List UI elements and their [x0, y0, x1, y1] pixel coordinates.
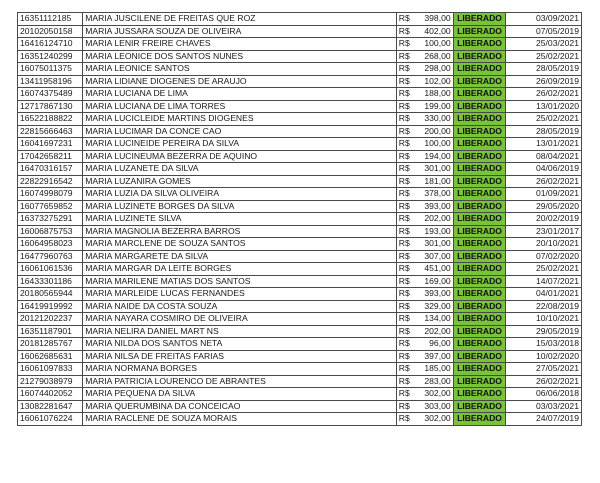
name-cell: MARIA JUSCILENE DE FREITAS QUE ROZ — [83, 13, 397, 26]
table-row — [18, 400, 582, 413]
status-badge: LIBERADO — [453, 125, 506, 138]
cpf-cell: 16077659852 — [18, 200, 83, 213]
date-cell: 13/01/2021 — [506, 138, 582, 151]
status-badge: LIBERADO — [453, 150, 506, 163]
status-badge: LIBERADO — [453, 213, 506, 226]
amount-cell — [396, 163, 453, 176]
cpf-cell: 16351112185 — [18, 13, 83, 26]
table-row — [18, 188, 582, 201]
table-row — [18, 163, 582, 176]
currency-symbol: R$ — [398, 225, 410, 236]
name-cell: MARIA MAGNOLIA BEZERRA BARROS — [83, 225, 397, 238]
amount-value: 393,00 — [424, 200, 451, 211]
cpf-cell: 16061061536 — [18, 263, 83, 276]
status-badge: LIBERADO — [453, 413, 506, 426]
name-cell: MARIA LUCICLEIDE MARTINS DIOGENES — [83, 113, 397, 126]
status-badge: LIBERADO — [453, 100, 506, 113]
amount-cell — [396, 363, 453, 376]
status-badge: LIBERADO — [453, 288, 506, 301]
table-row — [18, 213, 582, 226]
table-row — [18, 150, 582, 163]
currency-symbol: R$ — [398, 150, 410, 161]
amount-value: 202,00 — [424, 325, 451, 336]
date-cell: 25/02/2021 — [506, 263, 582, 276]
name-cell: MARIA MARILENE MATIAS DOS SANTOS — [83, 275, 397, 288]
cpf-cell: 16074998079 — [18, 188, 83, 201]
amount-cell — [396, 375, 453, 388]
date-cell: 10/10/2021 — [506, 313, 582, 326]
amount-value: 200,00 — [424, 125, 451, 136]
currency-symbol: R$ — [398, 313, 410, 323]
amount-value: 303,00 — [424, 400, 451, 411]
currency-symbol: R$ — [398, 88, 410, 98]
name-cell: MARIA RACLENE DE SOUZA MORAIS — [83, 413, 397, 426]
name-cell: MARIA NILSA DE FREITAS FARIAS — [83, 350, 397, 363]
cpf-cell: 16433301186 — [18, 275, 83, 288]
date-cell: 25/02/2021 — [506, 50, 582, 63]
amount-cell — [396, 138, 453, 151]
amount-cell — [396, 275, 453, 288]
cpf-cell: 21279038979 — [18, 375, 83, 388]
status-badge: LIBERADO — [453, 300, 506, 313]
table-row — [18, 225, 582, 238]
name-cell: MARIA LIDIANE DIOGENES DE ARAUJO — [83, 75, 397, 88]
name-cell: MARIA QUERUMBINA DA CONCEICAO — [83, 400, 397, 413]
amount-value: 193,00 — [424, 225, 451, 236]
amount-value: 301,00 — [424, 163, 451, 173]
date-cell: 29/05/2020 — [506, 200, 582, 213]
name-cell: MARIA LUZINETE SILVA — [83, 213, 397, 226]
name-cell: MARIA LUCIANA DE LIMA TORRES — [83, 100, 397, 113]
amount-cell — [396, 25, 453, 38]
amount-cell — [396, 63, 453, 76]
name-cell: MARIA PEQUENA DA SILVA — [83, 388, 397, 401]
status-badge: LIBERADO — [453, 238, 506, 251]
currency-symbol: R$ — [398, 363, 410, 373]
table-row — [18, 413, 582, 426]
amount-cell — [396, 150, 453, 163]
table-row — [18, 100, 582, 113]
name-cell: MARIA JUSSARA SOUZA DE OLIVEIRA — [83, 25, 397, 38]
amount-cell — [396, 263, 453, 276]
cpf-cell: 16373275291 — [18, 213, 83, 226]
currency-symbol: R$ — [398, 100, 410, 111]
amount-cell — [396, 113, 453, 126]
status-badge: LIBERADO — [453, 88, 506, 101]
table-row — [18, 75, 582, 88]
cpf-cell: 16351240299 — [18, 50, 83, 63]
status-badge: LIBERADO — [453, 50, 506, 63]
status-badge: LIBERADO — [453, 388, 506, 401]
name-cell: MARIA PATRICIA LOURENCO DE ABRANTES — [83, 375, 397, 388]
name-cell: MARIA LEONICE SANTOS — [83, 63, 397, 76]
status-badge: LIBERADO — [453, 375, 506, 388]
date-cell: 28/05/2019 — [506, 125, 582, 138]
cpf-cell: 16006875753 — [18, 225, 83, 238]
currency-symbol: R$ — [398, 38, 410, 48]
status-badge: LIBERADO — [453, 175, 506, 188]
date-cell: 26/02/2021 — [506, 175, 582, 188]
currency-symbol: R$ — [398, 50, 410, 61]
table-row — [18, 13, 582, 26]
cpf-cell: 13411958196 — [18, 75, 83, 88]
amount-cell — [396, 188, 453, 201]
amount-value: 397,00 — [424, 350, 451, 361]
table-row — [18, 375, 582, 388]
cpf-cell: 22815666463 — [18, 125, 83, 138]
amount-value: 194,00 — [424, 150, 451, 161]
table-row — [18, 113, 582, 126]
table-row — [18, 250, 582, 263]
currency-symbol: R$ — [398, 63, 410, 73]
date-cell: 26/02/2021 — [506, 375, 582, 388]
table-row — [18, 25, 582, 38]
date-cell: 14/07/2021 — [506, 275, 582, 288]
amount-cell — [396, 225, 453, 238]
status-badge: LIBERADO — [453, 188, 506, 201]
table-row — [18, 300, 582, 313]
currency-symbol: R$ — [398, 325, 410, 336]
name-cell: MARIA LUCINEUMA BEZERRA DE AQUINO — [83, 150, 397, 163]
currency-symbol: R$ — [398, 238, 410, 248]
name-cell: MARIA NILDA DOS SANTOS NETA — [83, 338, 397, 351]
currency-symbol: R$ — [398, 275, 410, 286]
amount-cell — [396, 175, 453, 188]
table-row — [18, 200, 582, 213]
table-row — [18, 288, 582, 301]
amount-cell — [396, 50, 453, 63]
amount-value: 302,00 — [424, 388, 451, 398]
amount-cell — [396, 125, 453, 138]
name-cell: MARIA NAIDE DA COSTA SOUZA — [83, 300, 397, 313]
cpf-cell: 20102050158 — [18, 25, 83, 38]
cpf-cell: 16351187901 — [18, 325, 83, 338]
amount-cell — [396, 200, 453, 213]
date-cell: 25/03/2021 — [506, 38, 582, 51]
date-cell: 28/05/2019 — [506, 63, 582, 76]
cpf-cell: 16416124710 — [18, 38, 83, 51]
table-row — [18, 50, 582, 63]
status-badge: LIBERADO — [453, 338, 506, 351]
status-badge: LIBERADO — [453, 75, 506, 88]
cpf-cell: 16522188822 — [18, 113, 83, 126]
status-badge: LIBERADO — [453, 350, 506, 363]
status-badge: LIBERADO — [453, 163, 506, 176]
cpf-cell: 12717867130 — [18, 100, 83, 113]
date-cell: 26/09/2019 — [506, 75, 582, 88]
table-row — [18, 388, 582, 401]
name-cell: MARIA LUCINEIDE PEREIRA DA SILVA — [83, 138, 397, 151]
status-badge: LIBERADO — [453, 138, 506, 151]
cpf-cell: 16041697231 — [18, 138, 83, 151]
table-row — [18, 325, 582, 338]
currency-symbol: R$ — [398, 400, 410, 411]
status-badge: LIBERADO — [453, 363, 506, 376]
date-cell: 25/02/2021 — [506, 113, 582, 126]
currency-symbol: R$ — [398, 175, 410, 186]
amount-cell — [396, 213, 453, 226]
cpf-cell: 16061097833 — [18, 363, 83, 376]
name-cell: MARIA NORMANA BORGES — [83, 363, 397, 376]
status-badge: LIBERADO — [453, 225, 506, 238]
cpf-cell: 16062685631 — [18, 350, 83, 363]
amount-cell — [396, 300, 453, 313]
name-cell: MARIA LUCIMAR DA CONCE CAO — [83, 125, 397, 138]
amount-cell — [396, 88, 453, 101]
table-row — [18, 363, 582, 376]
date-cell: 15/03/2018 — [506, 338, 582, 351]
currency-symbol: R$ — [398, 350, 410, 361]
amount-value: 398,00 — [424, 13, 451, 23]
cpf-cell: 16477960763 — [18, 250, 83, 263]
currency-symbol: R$ — [398, 375, 410, 386]
amount-value: 188,00 — [424, 88, 451, 98]
amount-value: 199,00 — [424, 100, 451, 111]
status-badge: LIBERADO — [453, 200, 506, 213]
amount-value: 96,00 — [429, 338, 451, 348]
table-row — [18, 350, 582, 363]
amount-cell — [396, 400, 453, 413]
date-cell: 08/04/2021 — [506, 150, 582, 163]
amount-value: 393,00 — [424, 288, 451, 298]
currency-symbol: R$ — [398, 125, 410, 136]
status-badge: LIBERADO — [453, 313, 506, 326]
table-row — [18, 238, 582, 251]
status-badge: LIBERADO — [453, 325, 506, 338]
table-row — [18, 88, 582, 101]
table-row — [18, 38, 582, 51]
amount-value: 202,00 — [424, 213, 451, 223]
cpf-cell: 16470316157 — [18, 163, 83, 176]
amount-cell — [396, 338, 453, 351]
cpf-cell: 20121202237 — [18, 313, 83, 326]
amount-cell — [396, 13, 453, 26]
name-cell: MARIA LENIR FREIRE CHAVES — [83, 38, 397, 51]
currency-symbol: R$ — [398, 75, 410, 86]
date-cell: 24/07/2019 — [506, 413, 582, 426]
status-badge: LIBERADO — [453, 13, 506, 26]
date-cell: 13/01/2020 — [506, 100, 582, 113]
amount-value: 302,00 — [424, 413, 451, 423]
date-cell: 20/02/2019 — [506, 213, 582, 226]
amount-cell — [396, 325, 453, 338]
currency-symbol: R$ — [398, 388, 410, 398]
currency-symbol: R$ — [398, 188, 410, 198]
cpf-cell: 22822916542 — [18, 175, 83, 188]
amount-value: 185,00 — [424, 363, 451, 373]
status-badge: LIBERADO — [453, 113, 506, 126]
date-cell: 29/05/2019 — [506, 325, 582, 338]
amount-value: 102,00 — [424, 75, 451, 86]
cpf-cell: 16075011375 — [18, 63, 83, 76]
name-cell: MARIA MARGARETE DA SILVA — [83, 250, 397, 263]
date-cell: 10/02/2020 — [506, 350, 582, 363]
amount-value: 378,00 — [424, 188, 451, 198]
date-cell: 26/02/2021 — [506, 88, 582, 101]
amount-value: 307,00 — [424, 250, 451, 261]
name-cell: MARIA MARCLENE DE SOUZA SANTOS — [83, 238, 397, 251]
currency-symbol: R$ — [398, 413, 410, 423]
amount-cell — [396, 350, 453, 363]
table-row — [18, 138, 582, 151]
amount-value: 268,00 — [424, 50, 451, 61]
amount-cell — [396, 413, 453, 426]
status-badge: LIBERADO — [453, 25, 506, 38]
amount-value: 100,00 — [424, 38, 451, 48]
date-cell: 03/03/2021 — [506, 400, 582, 413]
table-row — [18, 313, 582, 326]
amount-value: 330,00 — [424, 113, 451, 123]
amount-cell — [396, 388, 453, 401]
amount-cell — [396, 238, 453, 251]
name-cell: MARIA NAYARA COSMIRO DE OLIVEIRA — [83, 313, 397, 326]
cpf-cell: 16419919992 — [18, 300, 83, 313]
currency-symbol: R$ — [398, 113, 410, 123]
status-badge: LIBERADO — [453, 38, 506, 51]
status-badge: LIBERADO — [453, 400, 506, 413]
status-badge: LIBERADO — [453, 250, 506, 263]
currency-symbol: R$ — [398, 288, 410, 298]
table-body — [18, 13, 582, 426]
table-row — [18, 63, 582, 76]
amount-cell — [396, 250, 453, 263]
date-cell: 06/06/2018 — [506, 388, 582, 401]
amount-value: 301,00 — [424, 238, 451, 248]
amount-value: 451,00 — [424, 263, 451, 273]
amount-cell — [396, 38, 453, 51]
amount-cell — [396, 288, 453, 301]
currency-symbol: R$ — [398, 213, 410, 223]
date-cell: 03/09/2021 — [506, 13, 582, 26]
cpf-cell: 13082281647 — [18, 400, 83, 413]
table-row — [18, 338, 582, 351]
cpf-cell: 17042658211 — [18, 150, 83, 163]
status-badge: LIBERADO — [453, 275, 506, 288]
amount-value: 169,00 — [424, 275, 451, 286]
amount-value: 402,00 — [424, 25, 451, 36]
date-cell: 07/05/2019 — [506, 25, 582, 38]
amount-value: 298,00 — [424, 63, 451, 73]
amount-cell — [396, 313, 453, 326]
cpf-cell: 20180565944 — [18, 288, 83, 301]
amount-value: 329,00 — [424, 300, 451, 311]
currency-symbol: R$ — [398, 163, 410, 173]
name-cell: MARIA NELIRA DANIEL MART NS — [83, 325, 397, 338]
table-row — [18, 125, 582, 138]
amount-value: 181,00 — [424, 175, 451, 186]
table-row — [18, 275, 582, 288]
currency-symbol: R$ — [398, 300, 410, 311]
cpf-cell: 16061076224 — [18, 413, 83, 426]
name-cell: MARIA LUZINETE BORGES DA SILVA — [83, 200, 397, 213]
name-cell: MARIA LUZANETE DA SILVA — [83, 163, 397, 176]
date-cell: 20/10/2021 — [506, 238, 582, 251]
currency-symbol: R$ — [398, 200, 410, 211]
status-badge: LIBERADO — [453, 263, 506, 276]
cpf-cell: 16074402052 — [18, 388, 83, 401]
name-cell: MARIA MARGAR DA LEITE BORGES — [83, 263, 397, 276]
amount-cell — [396, 75, 453, 88]
currency-symbol: R$ — [398, 25, 410, 36]
currency-symbol: R$ — [398, 13, 410, 23]
beneficiary-table — [17, 12, 582, 426]
date-cell: 27/05/2021 — [506, 363, 582, 376]
name-cell: MARIA LUCIANA DE LIMA — [83, 88, 397, 101]
date-cell: 04/01/2021 — [506, 288, 582, 301]
date-cell: 22/08/2019 — [506, 300, 582, 313]
amount-value: 283,00 — [424, 375, 451, 386]
cpf-cell: 20181285767 — [18, 338, 83, 351]
status-badge: LIBERADO — [453, 63, 506, 76]
date-cell: 07/02/2020 — [506, 250, 582, 263]
amount-value: 134,00 — [424, 313, 451, 323]
date-cell: 23/01/2017 — [506, 225, 582, 238]
currency-symbol: R$ — [398, 338, 410, 348]
currency-symbol: R$ — [398, 263, 410, 273]
date-cell: 01/09/2021 — [506, 188, 582, 201]
currency-symbol: R$ — [398, 138, 410, 148]
cpf-cell: 16064958023 — [18, 238, 83, 251]
table-row — [18, 175, 582, 188]
name-cell: MARIA MARLEIDE LUCAS FERNANDES — [83, 288, 397, 301]
name-cell: MARIA LUZANIRA GOMES — [83, 175, 397, 188]
amount-value: 100,00 — [424, 138, 451, 148]
currency-symbol: R$ — [398, 250, 410, 261]
date-cell: 04/06/2019 — [506, 163, 582, 176]
name-cell: MARIA LUZIA DA SILVA OLIVEIRA — [83, 188, 397, 201]
cpf-cell: 16074375489 — [18, 88, 83, 101]
table-row — [18, 263, 582, 276]
name-cell: MARIA LEONICE DOS SANTOS NUNES — [83, 50, 397, 63]
amount-cell — [396, 100, 453, 113]
